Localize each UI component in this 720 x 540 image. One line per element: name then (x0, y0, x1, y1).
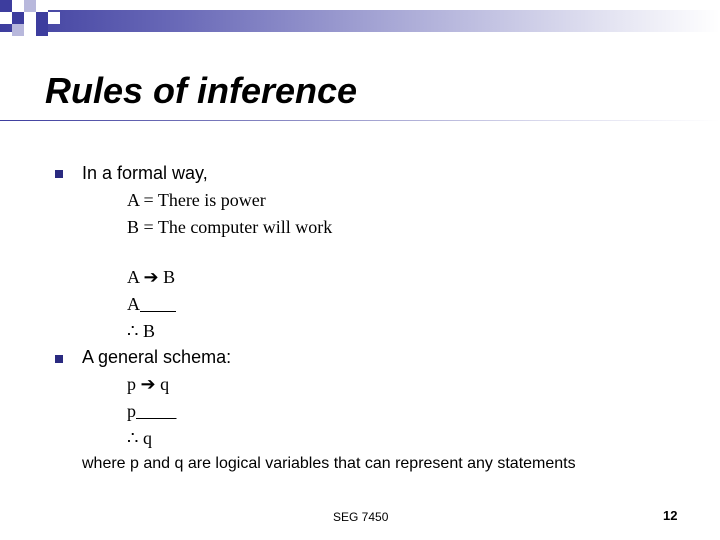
schema-conclusion-text: q (142, 428, 152, 448)
corner-square (36, 24, 48, 36)
corner-square (12, 24, 24, 36)
page-number: 12 (663, 508, 678, 523)
arrow-right-icon: ➔ (143, 267, 159, 287)
title-divider (0, 120, 720, 121)
corner-square (0, 12, 12, 24)
schema-implication (127, 374, 169, 395)
footer-course: SEG 7450 (333, 510, 389, 524)
corner-square (24, 12, 36, 24)
definition-a: A = There is power (127, 190, 266, 210)
premise-left: A (127, 267, 140, 287)
corner-square (12, 0, 24, 12)
arrow-right-icon: ➔ (140, 374, 156, 394)
corner-square (0, 0, 12, 12)
corner-square (24, 24, 36, 36)
schema-right: q (160, 374, 170, 394)
corner-square (12, 12, 24, 24)
premise-fact-text: A (127, 294, 140, 314)
premise-fact (127, 294, 176, 315)
schema-fact (127, 401, 177, 422)
slide-title: Rules of inference (45, 70, 358, 111)
therefore-icon: ∴ (127, 428, 139, 448)
corner-square (24, 0, 36, 12)
header-band (0, 10, 720, 32)
schema-fact-text: p (127, 401, 136, 421)
bullet-square-icon (55, 170, 63, 178)
schema-left: p (127, 374, 136, 394)
corner-square (48, 12, 60, 24)
conclusion (127, 321, 155, 342)
bullet-square-icon (55, 355, 63, 363)
therefore-icon: ∴ (127, 321, 139, 341)
definition-b: B = The computer will work (127, 217, 333, 237)
schema-conclusion (127, 428, 152, 449)
bullet-2-text: A general schema: (82, 347, 232, 367)
corner-square (36, 12, 48, 24)
conclusion-text: B (142, 321, 155, 341)
premise-right: B (163, 267, 176, 287)
explanation-note: where p and q are logical variables that can represent any statements (82, 455, 576, 472)
corner-square (36, 0, 48, 12)
premise-implication (127, 267, 175, 288)
bullet-1-text: In a formal way, (82, 163, 208, 183)
